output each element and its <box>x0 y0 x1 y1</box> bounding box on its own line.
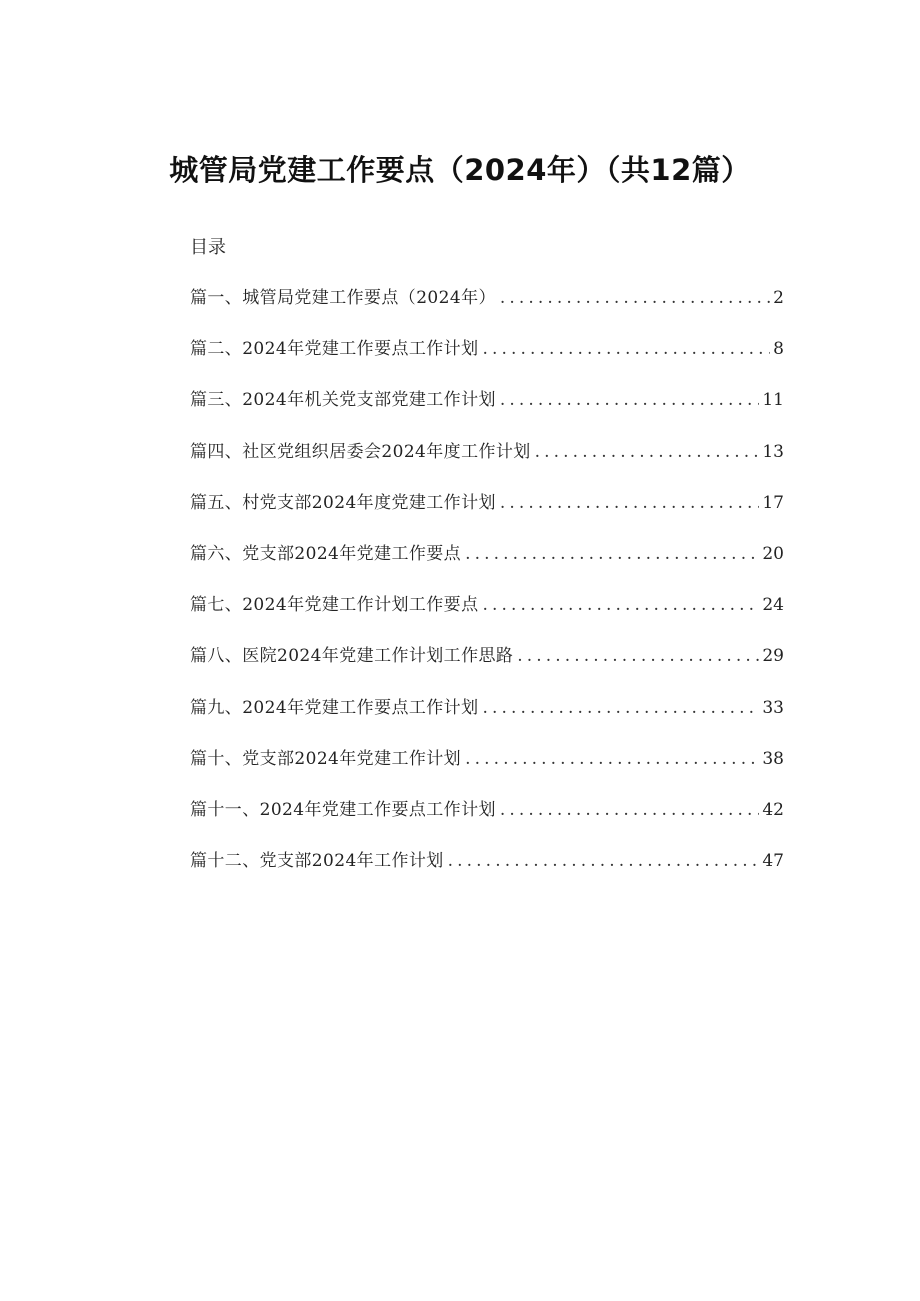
toc-entry-8[interactable] <box>190 642 784 693</box>
toc-page-number: 8 <box>773 339 784 360</box>
toc-entry-9[interactable] <box>190 694 784 745</box>
toc-entry-title[interactable]: 篇六、党支部2024年党建工作要点 <box>190 543 462 564</box>
toc-page-number: 20 <box>762 543 784 564</box>
toc-entry-title[interactable]: 篇十二、党支部2024年工作计划 <box>190 851 444 872</box>
toc-page-number: 13 <box>762 441 784 462</box>
toc-entry-title[interactable]: 篇七、2024年党建工作计划工作要点 <box>190 595 479 616</box>
toc-entry-4[interactable] <box>190 438 784 489</box>
toc-entry-title[interactable]: 篇三、2024年机关党支部党建工作计划 <box>190 390 496 411</box>
toc-page-number: 33 <box>762 697 784 718</box>
toc-entry-title[interactable]: 篇二、2024年党建工作要点工作计划 <box>190 339 479 360</box>
toc-dot-leader <box>500 489 759 517</box>
toc-entry-5[interactable] <box>190 489 784 540</box>
toc-dot-leader <box>482 335 770 363</box>
toc-dot-leader <box>482 591 759 619</box>
toc-entry-title[interactable]: 篇十一、2024年党建工作要点工作计划 <box>190 799 496 820</box>
toc-page-number: 29 <box>762 646 784 667</box>
toc-dot-leader <box>500 386 759 414</box>
toc-entry-1[interactable] <box>190 284 784 335</box>
toc-dot-leader <box>535 438 760 466</box>
toc-entry-title[interactable]: 篇一、城管局党建工作要点（2024年） <box>190 288 496 308</box>
toc-entry-10[interactable] <box>190 745 784 796</box>
toc-dot-leader <box>448 847 760 875</box>
toc-page-number: 17 <box>762 492 784 513</box>
toc-entry-title[interactable]: 篇五、村党支部2024年度党建工作计划 <box>190 492 496 513</box>
toc-entry-3[interactable] <box>190 386 784 437</box>
toc-dot-leader <box>517 642 759 670</box>
toc-page-number: 2 <box>773 288 784 308</box>
toc-page-number: 24 <box>762 595 784 616</box>
page-title: 城管局党建工作要点（2024年）（共12篇） <box>169 153 751 187</box>
toc-entry-title[interactable]: 篇九、2024年党建工作要点工作计划 <box>190 697 479 718</box>
toc-dot-leader <box>482 694 759 722</box>
toc-page-number: 38 <box>762 748 784 769</box>
toc-entry-2[interactable] <box>190 335 784 386</box>
toc-dot-leader <box>500 796 759 824</box>
table-of-contents <box>190 284 784 898</box>
toc-entry-6[interactable] <box>190 540 784 591</box>
toc-entry-7[interactable] <box>190 591 784 642</box>
toc-entry-title[interactable]: 篇八、医院2024年党建工作计划工作思路 <box>190 646 514 667</box>
toc-page-number: 11 <box>762 390 784 411</box>
toc-entry-11[interactable] <box>190 796 784 847</box>
toc-page-number: 47 <box>762 851 784 872</box>
toc-entry-12[interactable] <box>190 847 784 898</box>
toc-heading: 目录 <box>190 237 226 258</box>
toc-dot-leader <box>500 284 770 312</box>
toc-dot-leader <box>465 745 759 773</box>
toc-entry-title[interactable]: 篇四、社区党组织居委会2024年度工作计划 <box>190 441 531 462</box>
toc-page-number: 42 <box>762 799 784 820</box>
toc-entry-title[interactable]: 篇十、党支部2024年党建工作计划 <box>190 748 462 769</box>
toc-dot-leader <box>465 540 759 568</box>
